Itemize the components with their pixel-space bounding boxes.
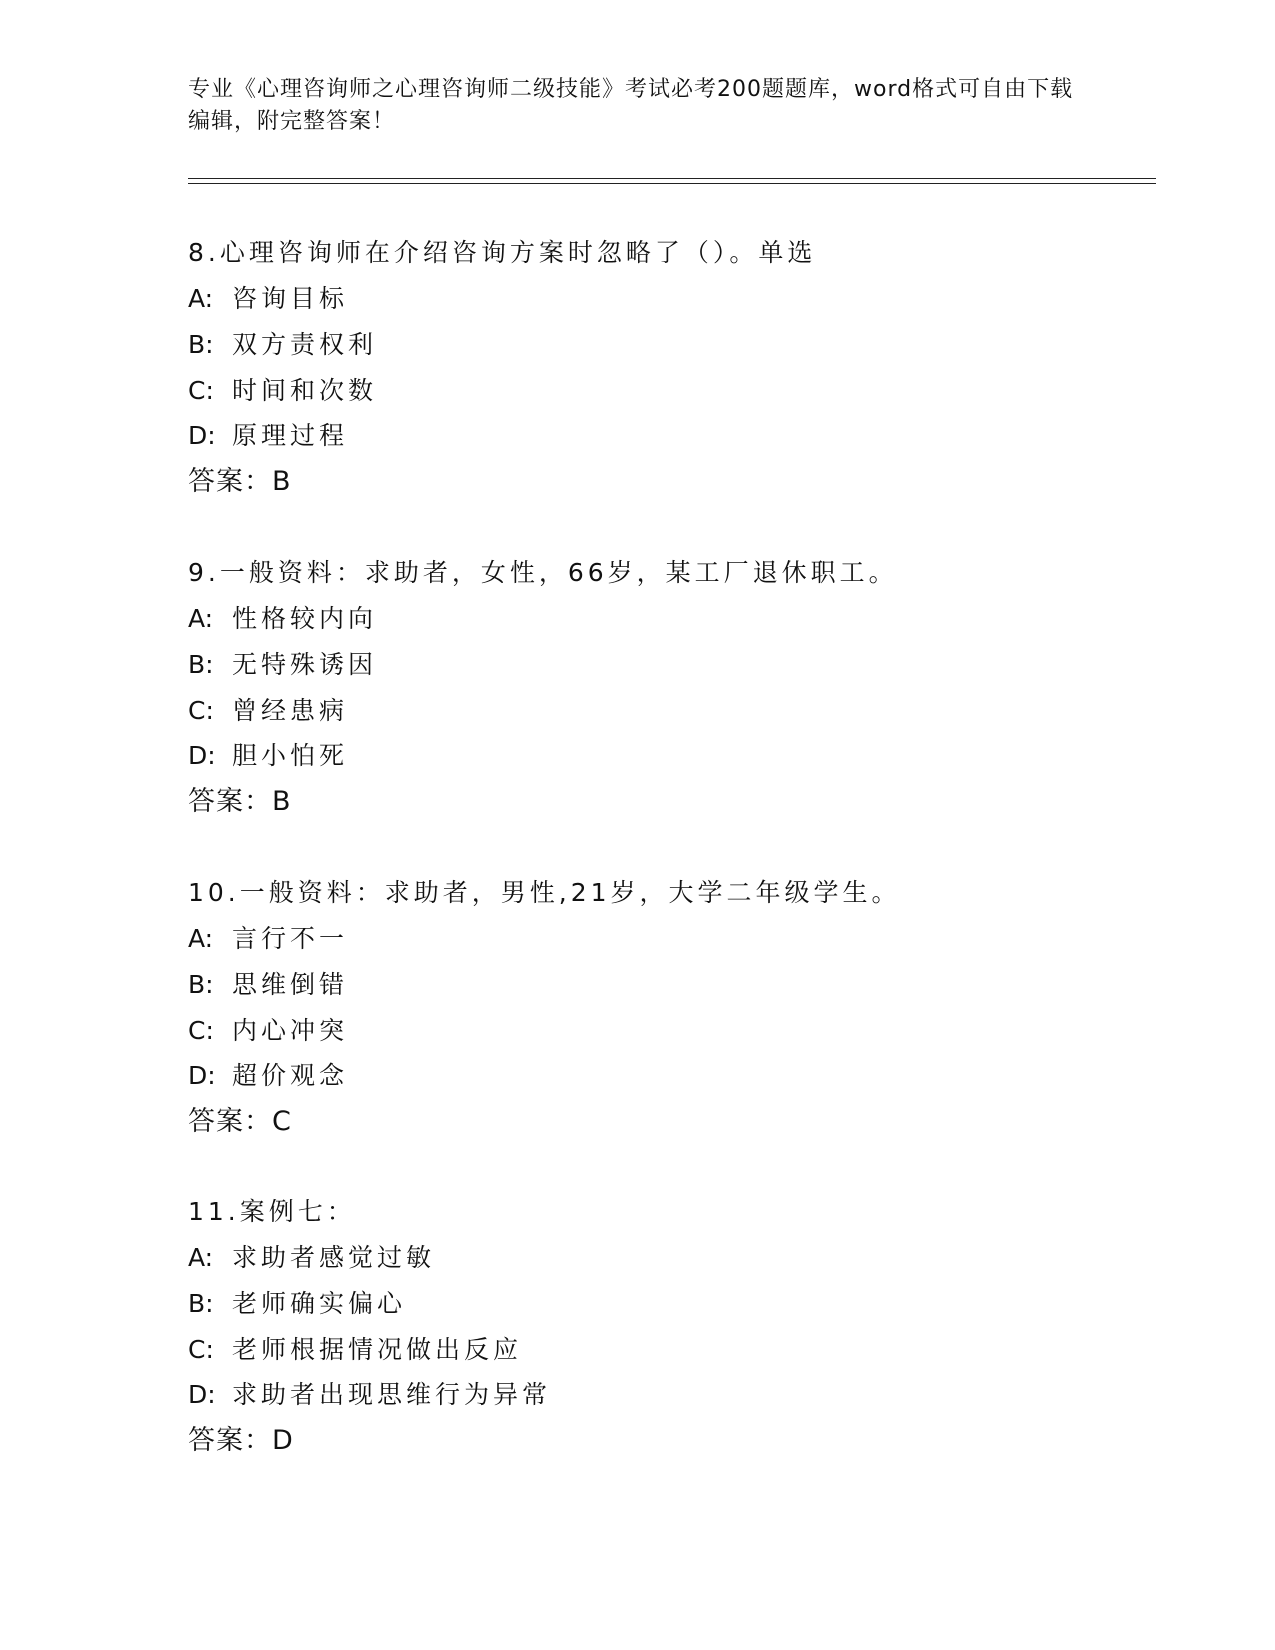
option-letter: D:	[188, 1380, 216, 1409]
option-letter: B:	[188, 970, 214, 999]
option-letter: C:	[188, 696, 214, 725]
question-text: 11.案例七：	[188, 1197, 356, 1226]
option-text: 时间和次数	[232, 376, 378, 405]
option-a	[188, 1243, 435, 1273]
option-text: 性格较内向	[232, 604, 378, 633]
option-letter: A:	[188, 604, 214, 633]
header-divider-top	[188, 178, 1156, 179]
option-letter: D:	[188, 741, 216, 770]
option-a	[188, 924, 348, 954]
option-d	[188, 421, 348, 451]
option-c	[188, 696, 348, 726]
option-d	[188, 1380, 551, 1410]
answer-line: 答案：D	[188, 1425, 294, 1456]
option-c	[188, 1016, 348, 1046]
option-b	[188, 970, 348, 1000]
option-a	[188, 604, 377, 634]
option-c	[188, 1335, 522, 1365]
option-letter: A:	[188, 924, 214, 953]
option-b	[188, 330, 377, 360]
answer-line: 答案：B	[188, 786, 292, 817]
option-letter: A:	[188, 284, 214, 313]
option-text: 咨询目标	[232, 284, 349, 313]
option-letter: C:	[188, 376, 214, 405]
option-text: 思维倒错	[232, 970, 349, 999]
option-letter: A:	[188, 1243, 214, 1272]
option-letter: D:	[188, 1061, 216, 1090]
option-letter: C:	[188, 1016, 214, 1045]
answer-line: 答案：B	[188, 466, 292, 497]
option-text: 老师根据情况做出反应	[232, 1335, 523, 1364]
option-d	[188, 1061, 348, 1091]
option-letter: B:	[188, 1289, 214, 1318]
option-text: 原理过程	[232, 421, 349, 450]
question-text: 10.一般资料：求助者，男性,21岁，大学二年级学生。	[188, 878, 901, 907]
option-text: 求助者感觉过敏	[232, 1243, 436, 1272]
option-text: 超价观念	[232, 1061, 349, 1090]
option-text: 双方责权利	[232, 330, 378, 359]
option-text: 内心冲突	[232, 1016, 349, 1045]
option-text: 曾经患病	[232, 696, 349, 725]
option-letter: B:	[188, 330, 214, 359]
option-text: 胆小怕死	[232, 741, 349, 770]
option-text: 老师确实偏心	[232, 1289, 407, 1318]
option-a	[188, 284, 348, 314]
option-letter: B:	[188, 650, 214, 679]
option-c	[188, 376, 377, 406]
option-b	[188, 650, 377, 680]
answer-line: 答案：C	[188, 1106, 292, 1137]
question-text: 9.一般资料：求助者，女性，66岁，某工厂退休职工。	[188, 558, 898, 587]
option-text: 求助者出现思维行为异常	[232, 1380, 552, 1409]
option-text: 言行不一	[232, 924, 349, 953]
question-text: 8.心理咨询师在介绍咨询方案时忽略了（）。单选	[188, 238, 817, 267]
option-text: 无特殊诱因	[232, 650, 378, 679]
option-letter: D:	[188, 421, 216, 450]
option-b	[188, 1289, 406, 1319]
option-d	[188, 741, 348, 771]
option-letter: C:	[188, 1335, 214, 1364]
document-intro: 专业《心理咨询师之心理咨询师二级技能》考试必考200题题库，word格式可自由下载编辑，附完整答案！	[188, 77, 1074, 134]
header-divider-bottom	[188, 183, 1156, 184]
